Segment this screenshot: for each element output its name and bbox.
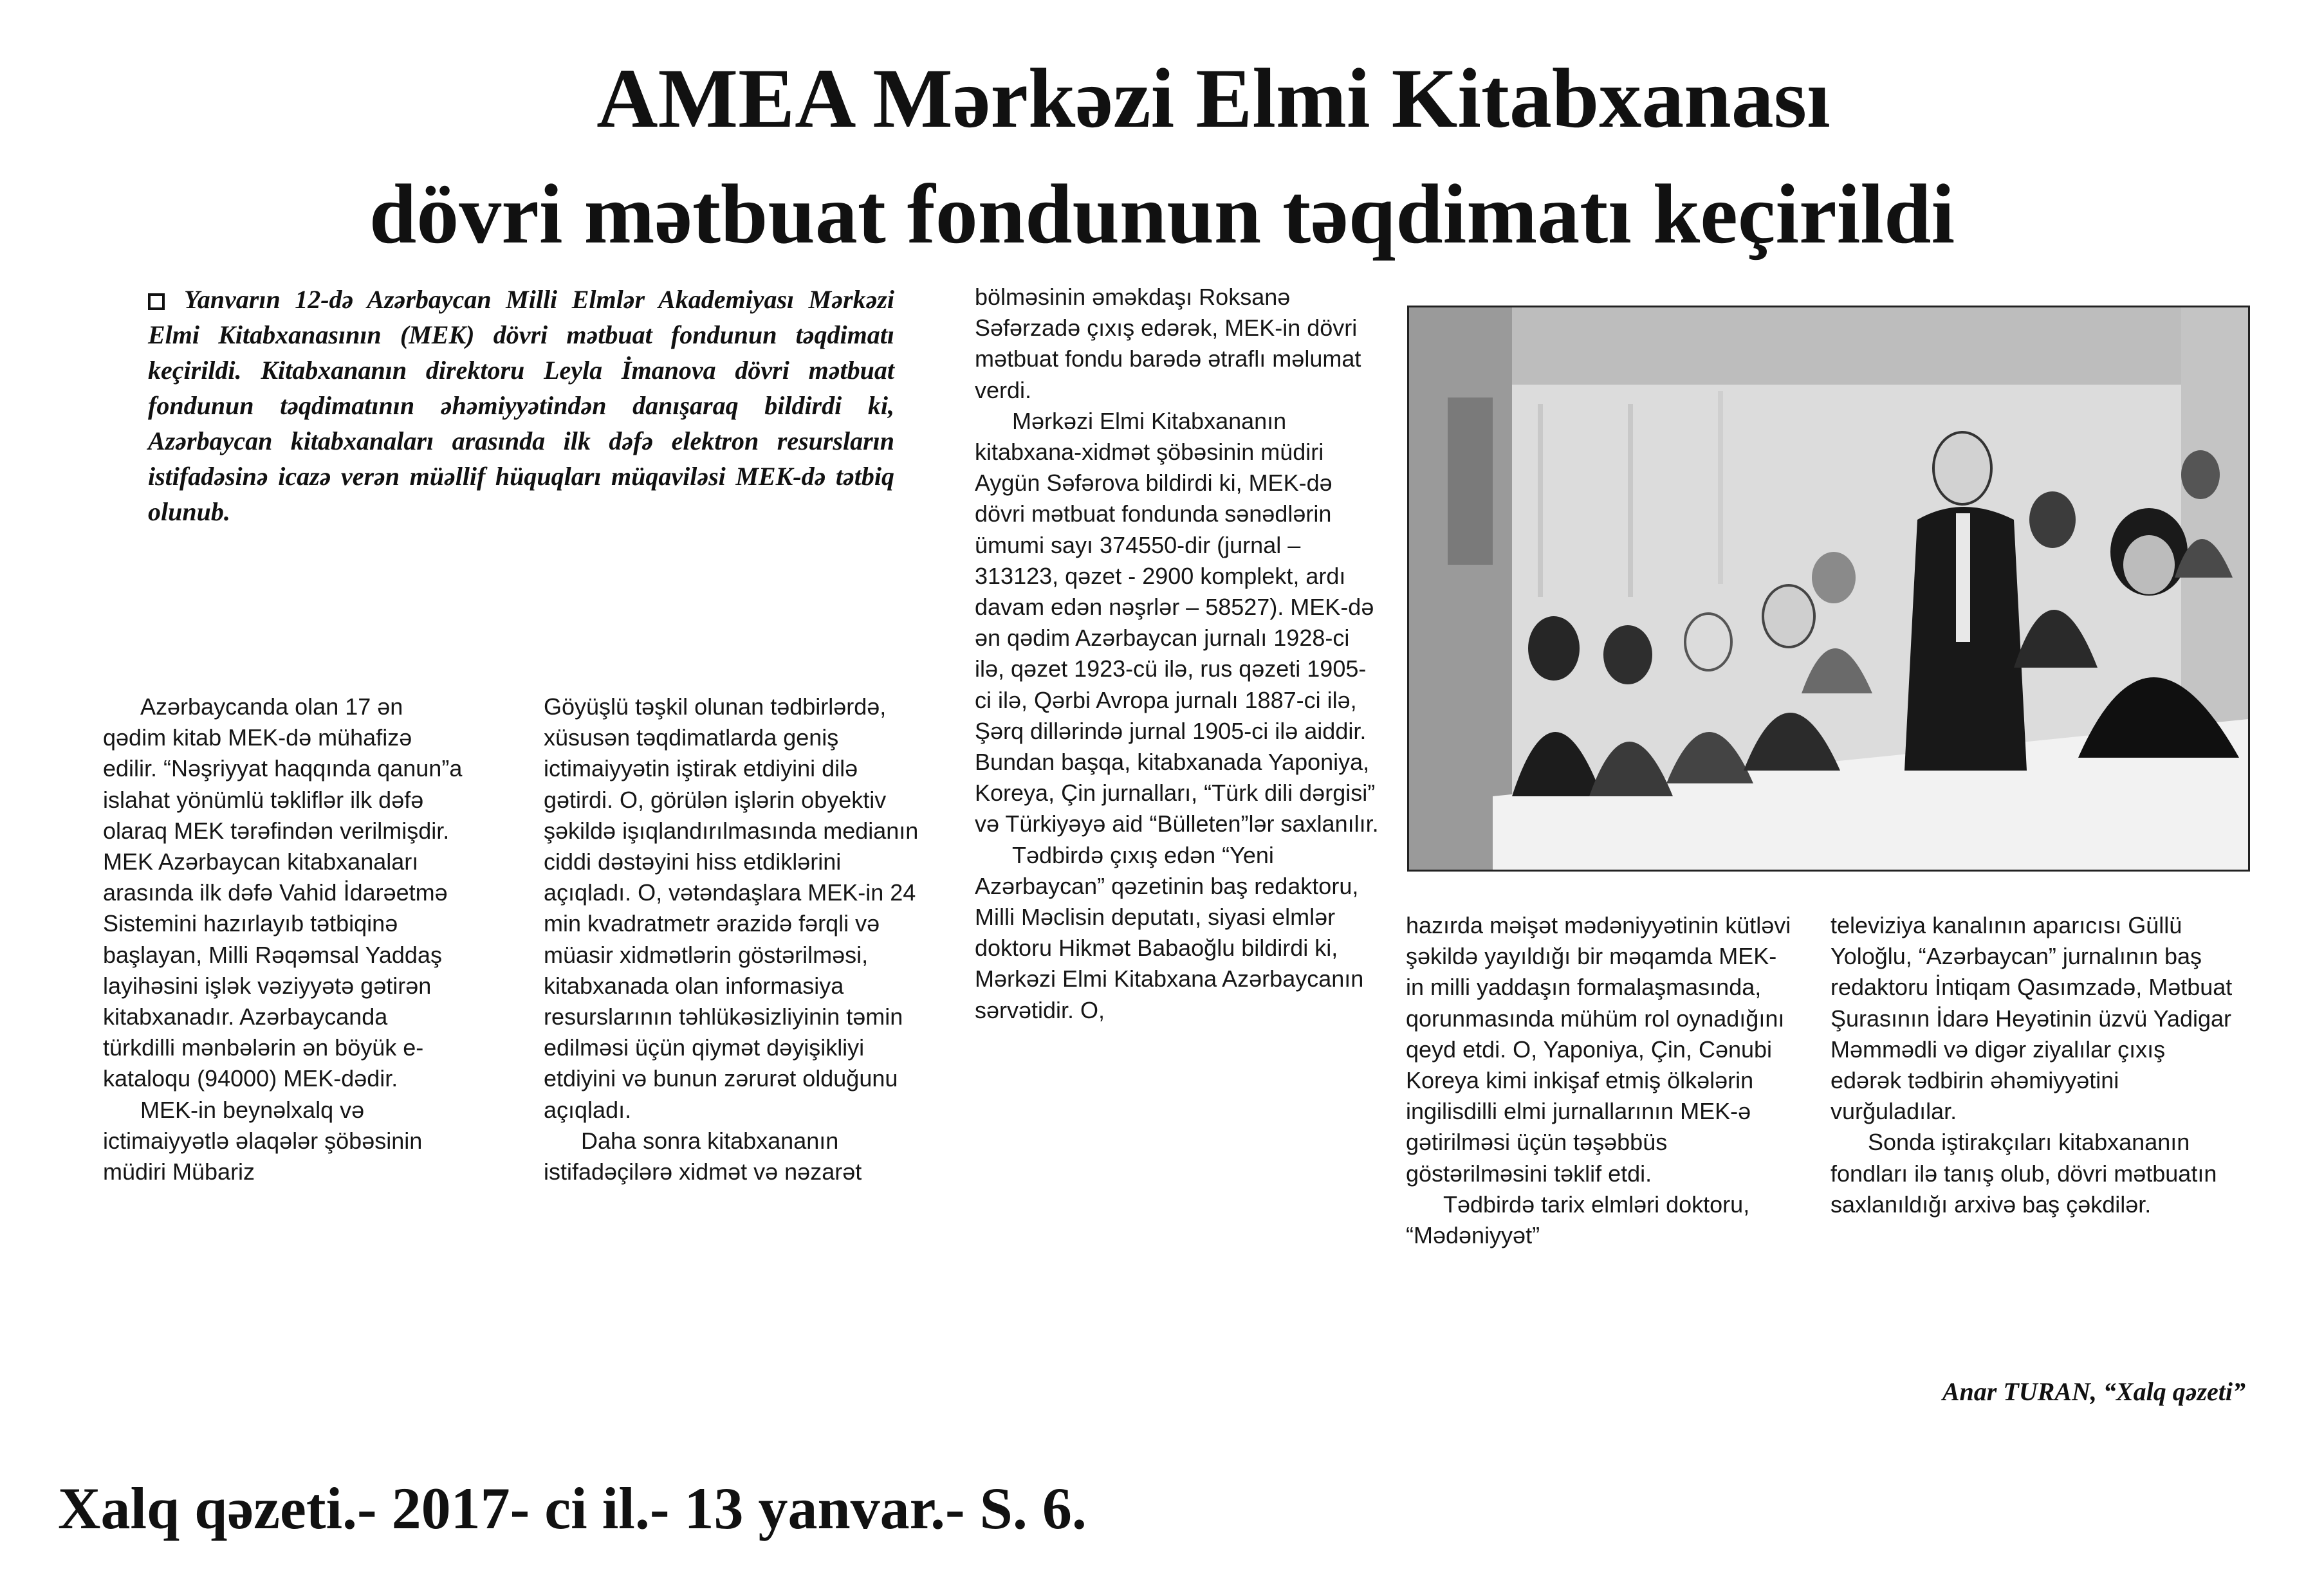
paragraph: Göyüşlü təşkil olunan tədbirlərdə, xüsusən təqdimatlarda geniş ictimaiyyətin iştirak etdiyini dilə gətirdi. O, görülən işlərin obyektiv şəkildə işıqlandırılmasında medianın ciddi dəstəyini hiss etdiklərini açıqladı. O, vətəndaşlara MEK-in 24 min kvadratmetr ərazidə fərqli və müasir xidmətlərin göstərilməsi, kitabxanada olan informasiya resurslarının təhlükəsizliyinin təmin edilməsi üçün qiymət dəyişikliyi etdiyini və bunun zərurət olduğunu açıqladı. — [544, 693, 919, 1123]
paragraph: Tədbirdə çıxış edən “Yeni Azərbaycan” qəzetinin baş redaktoru, Milli Məclisin deputatı, siyasi elmlər doktoru Hikmət Babaoğlu bildirdi ki, Mərkəzi Elmi Kitabxana Azərbaycanın sərvətidir. O, — [975, 841, 1364, 1023]
source-citation: Xalq qəzeti.- 2017- ci il.- 13 yanvar.- S. 6. — [58, 1476, 1087, 1541]
paragraph: Mərkəzi Elmi Kitabxananın kitabxana-xidmət şöbəsinin müdiri Aygün Səfərova bildirdi ki, MEK-də dövri mətbuat fondunda sənədlərin ümumi sayı 374550-dir (jurnal – 313123, qəzet - 2900 komplekt, ardı davam edən nəşrlər – 58527). MEK-də ən qədim Azərbaycan jurnalı 1928-ci ilə, qəzet 1923-cü ilə, rus qəzeti 1905-ci ilə, Qərbi Avropa jurnalı 1887-ci ilə, Şərq dillərində jurnal 1905-ci ilə aiddir. Bundan başqa, kitabxanada Yaponiya, Koreya, Çin jurnalları, “Türk dili dərgisi” və Türkiyəyə aid “Bülleten”lər saxlanılır. — [975, 407, 1379, 837]
checkbox-bullet-icon — [148, 293, 165, 310]
paragraph: televiziya kanalının aparıcısı Güllü Yoloğlu, “Azərbaycan” jurnalının baş redaktoru İntiqam Qasımzadə, Mətbuat Şurasının İdarə Heyətinin üzvü Yadigar Məmmədli və digər ziyalılar çıxış edərək tədbirin əhəmiyyətini vurğuladılar. — [1831, 912, 2233, 1125]
lead-paragraph — [148, 282, 894, 529]
event-photo — [1407, 306, 2250, 872]
paragraph: Daha sonra kitabxananın istifadəçilərə xidmət və nəzarət — [544, 1127, 862, 1185]
headline-line-2: dövri mətbuat fondunun təqdimatı keçirildi — [369, 167, 1955, 261]
paragraph: Sonda iştirakçıları kitabxananın fondları ilə tanış olub, dövri mətbuatın saxlanıldığı arxivə baş çəkdilər. — [1831, 1129, 2217, 1218]
paragraph: Tədbirdə tarix elmləri doktoru, “Mədəniyyət” — [1406, 1191, 1750, 1249]
author-byline: Anar TURAN, “Xalq qəzeti” — [1942, 1377, 2246, 1406]
paragraph: bölməsinin əməkdaşı Roksanə Səfərzadə çıxış edərək, MEK-in dövri mətbuat fondu barədə ətraflı məlumat verdi. — [975, 284, 1361, 403]
article-column-2 — [544, 691, 930, 1187]
headline-line-1: AMEA Mərkəzi Elmi Kitabxanası — [596, 51, 1831, 145]
paragraph: MEK-in beynəlxalq və ictimaiyyətlə əlaqələr şöbəsinin müdiri Mübariz — [103, 1096, 423, 1185]
article-column-5 — [1831, 910, 2242, 1220]
paragraph: hazırda məişət mədəniyyətinin kütləvi şəkildə yayıldığı bir məqamda MEK-in milli yaddaşın formalaşmasında, qorunmasında mühüm rol oynadığını qeyd etdi. O, Yaponiya, Çin, Cənubi Koreya kimi inkişaf etmiş ölkələrin ingilisdilli elmi jurnallarının MEK-ə gətirilməsi üçün təşəbbüs göstərilməsini təklif etdi. — [1406, 912, 1791, 1187]
paragraph: Azərbaycanda olan 17 ən qədim kitab MEK-də mühafizə edilir. “Nəşriyyat haqqında qanun”a islahat yönümlü təkliflər ilk dəfə olaraq MEK tərəfindən verilmişdir. MEK Azərbaycan kitabxanaları arasında ilk dəfə Vahid İdarəetmə Sistemini hazırlayıb tətbiqinə başlayan, Milli Rəqəmsal Yaddaş layihəsini işlək vəziyyətə gətirən kitabxanadır. Azərbaycanda türkdilli mənbələrin ən böyük e-kataloqu (94000) MEK-dədir. — [103, 693, 463, 1092]
article-column-4 — [1406, 910, 1792, 1251]
lead-text: Yanvarın 12-də Azərbaycan Milli Elmlər Akademiyası Mərkəzi Elmi Kitabxanasının (MEK) dövri mətbuat fondunun təqdimatı keçirildi. Kitabxananın direktoru Leyla İmanova dövri mətbuat fondunun təqdimatının əhəmiyyətindən danışaraq bildirdi ki, Azərbaycan kitabxanaları arasında ilk dəfə elektron resursların istifadəsinə icazə verən müəllif hüquqları müqaviləsi MEK-də tətbiq olunub. — [148, 285, 894, 526]
article-column-1 — [103, 691, 463, 1187]
event-photo-image — [1409, 307, 2248, 870]
article-column-3 — [975, 282, 1380, 1026]
